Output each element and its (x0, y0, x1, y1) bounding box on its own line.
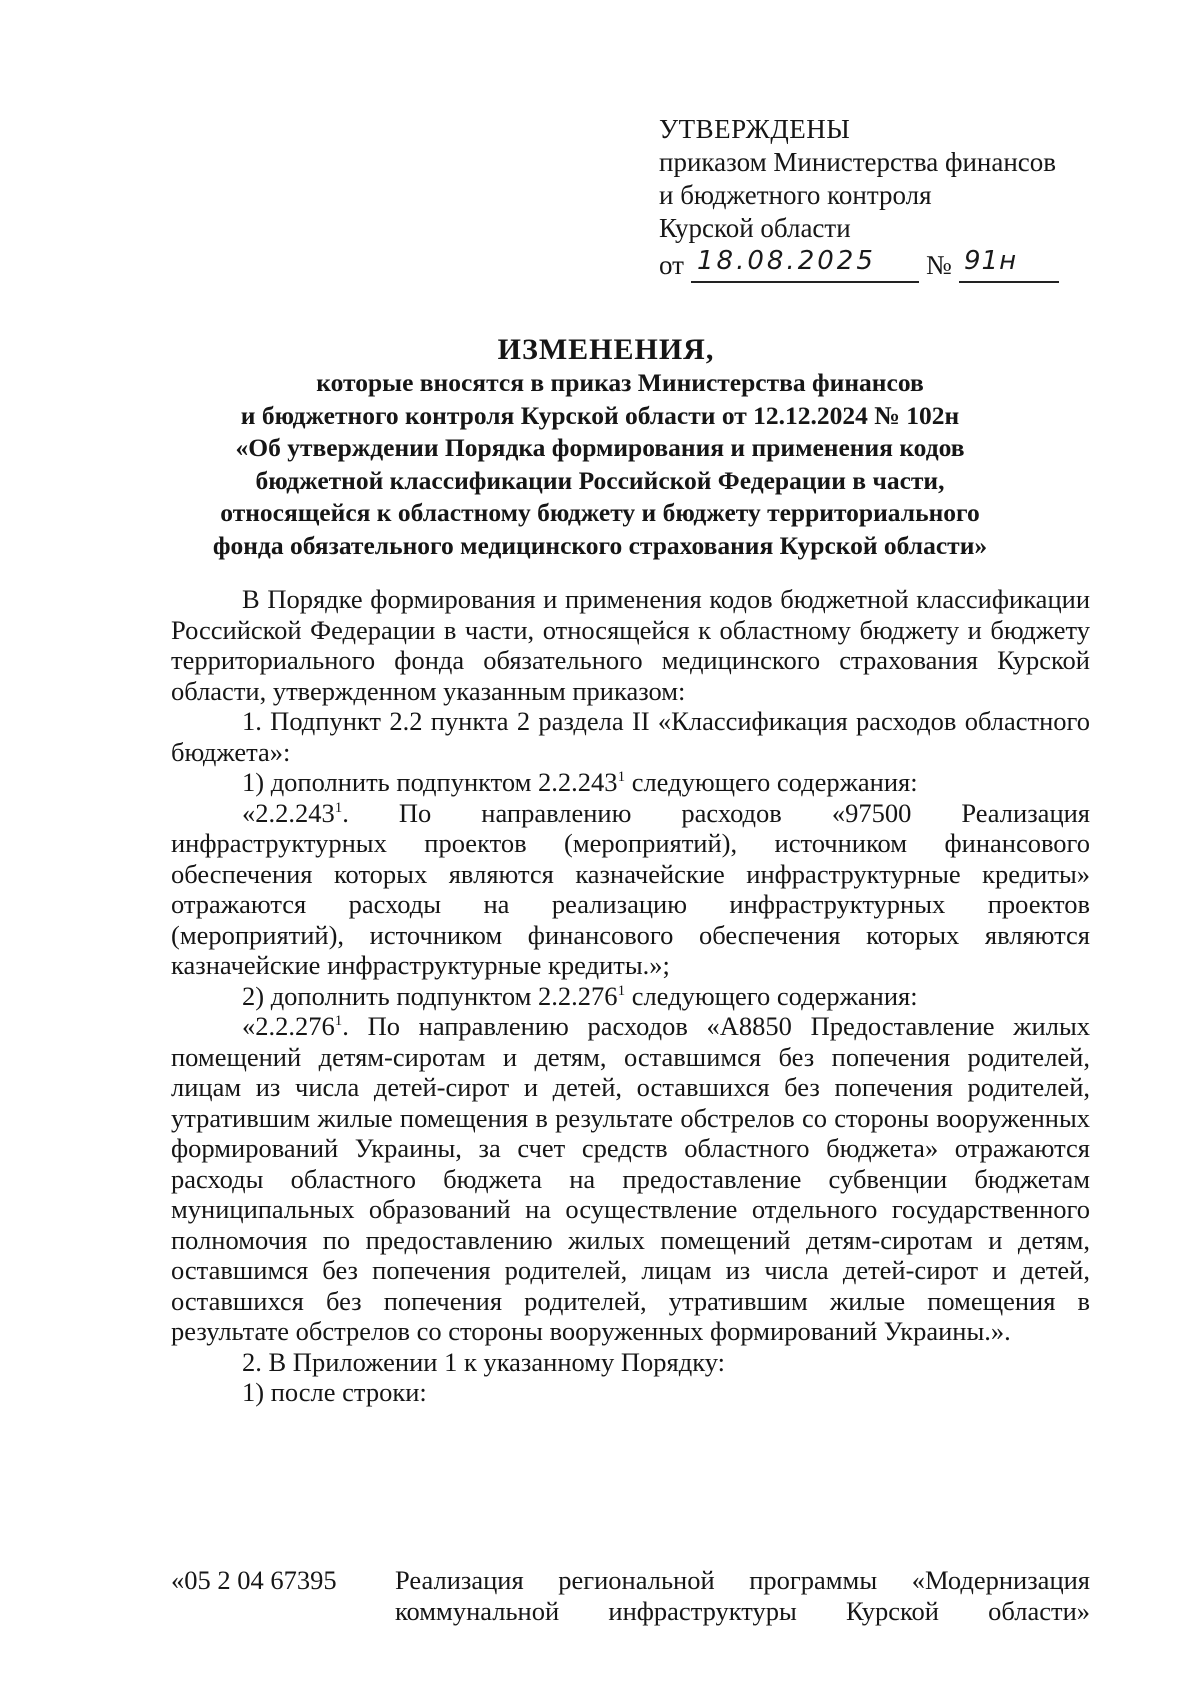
expense-description: Реализация региональной программы «Модернизация коммунальной инфраструктуры Курской области» (395, 1565, 1090, 1626)
approval-line-2: и бюджетного контроля (659, 180, 932, 210)
quote-2-2-276-1: «2.2.276$^1$. По направлению расходов «А8850 Предоставление жилых помещений детям-сиротам и детям, оставшимся без попечения родителей, лицам из числа детей-сирот и детей, оставшихся без попечения родителей, утратившим жилые помещения в результате обстрелов со стороны вооруженных формирований Украины, за счет средств областного бюджета» отражаются расходы областного бюджета на предоставление субвенции бюджетам муниципальных образований на осуществление отдельного государственного полномочия по предоставлению жилых помещений детям-сиротам и детям, оставшимся без попечения родителей, лицам из числа детей-сирот и детей, оставшихся без попечения родителей, утратившим жилые помещения в результате обстрелов со стороны вооруженных формирований Украины.». (171, 1011, 1090, 1346)
subitem-1-1: 1) дополнить подпунктом 2.2.243$^1$ следующего содержания: (242, 767, 918, 797)
title-line: и бюджетного контроля Курской области от 12.12.2024 № 102н (240, 400, 960, 430)
approval-line-1: приказом Министерства финансов (659, 147, 1057, 177)
handwritten-number: 91н (964, 246, 1018, 276)
number-underline (959, 281, 1059, 283)
document-title (0, 333, 1200, 562)
from-label: от (659, 250, 684, 280)
title-line: которые вносятся в приказ Министерства финансов (316, 368, 924, 397)
item-2: 2. В Приложении 1 к указанному Порядку: (242, 1346, 725, 1377)
title-line: бюджетной классификации Российской Федерации в части, (255, 465, 945, 495)
quote-2-2-243-1: «2.2.243$^1$. По направлению расходов «97500 Реализация инфраструктурных проектов (мероприятий), источником финансового обеспечения которых являются казначейские инфраструктурные кредиты» отражаются расходы на реализацию инфраструктурных проектов (мероприятий), источником финансового обеспечения которых являются казначейские инфраструктурные кредиты.»; (171, 797, 1090, 980)
title-line: «Об утверждении Порядка формирования и применения кодов (235, 433, 965, 462)
approval-heading: УТВЕРЖДЕНЫ (659, 114, 851, 144)
intro-paragraph: В Порядке формирования и применения кодов бюджетной классификации Российской Федерации в части, относящейся к областному бюджету и бюджету территориального фонда обязательного медицинского страхования Курской области, утвержденном указанным приказом: (171, 584, 1090, 706)
approval-line-3: Курской области (659, 213, 851, 243)
handwritten-date: 18.08.2025 (697, 246, 876, 276)
title-line: фонда обязательного медицинского страхования Курской области» (212, 530, 988, 560)
order-reference (659, 245, 1056, 285)
title-subtitle (0, 367, 1200, 562)
item-1: 1. Подпункт 2.2 пункта 2 раздела II «Классификация расходов областного бюджета»: (171, 706, 1090, 767)
expense-code: «05 2 04 67395 (171, 1565, 337, 1595)
subitem-1-2: 2) дополнить подпунктом 2.2.276$^1$ следующего содержания: (242, 980, 918, 1011)
document-body (171, 584, 1090, 1408)
number-label: № (926, 250, 952, 280)
title-heading: ИЗМЕНЕНИЯ, (497, 333, 715, 366)
subitem-2-1: 1) после строки: (242, 1377, 427, 1407)
approval-block (659, 113, 1056, 285)
title-line: относящейся к областному бюджету и бюджету территориального (220, 498, 980, 527)
date-underline (691, 281, 919, 283)
